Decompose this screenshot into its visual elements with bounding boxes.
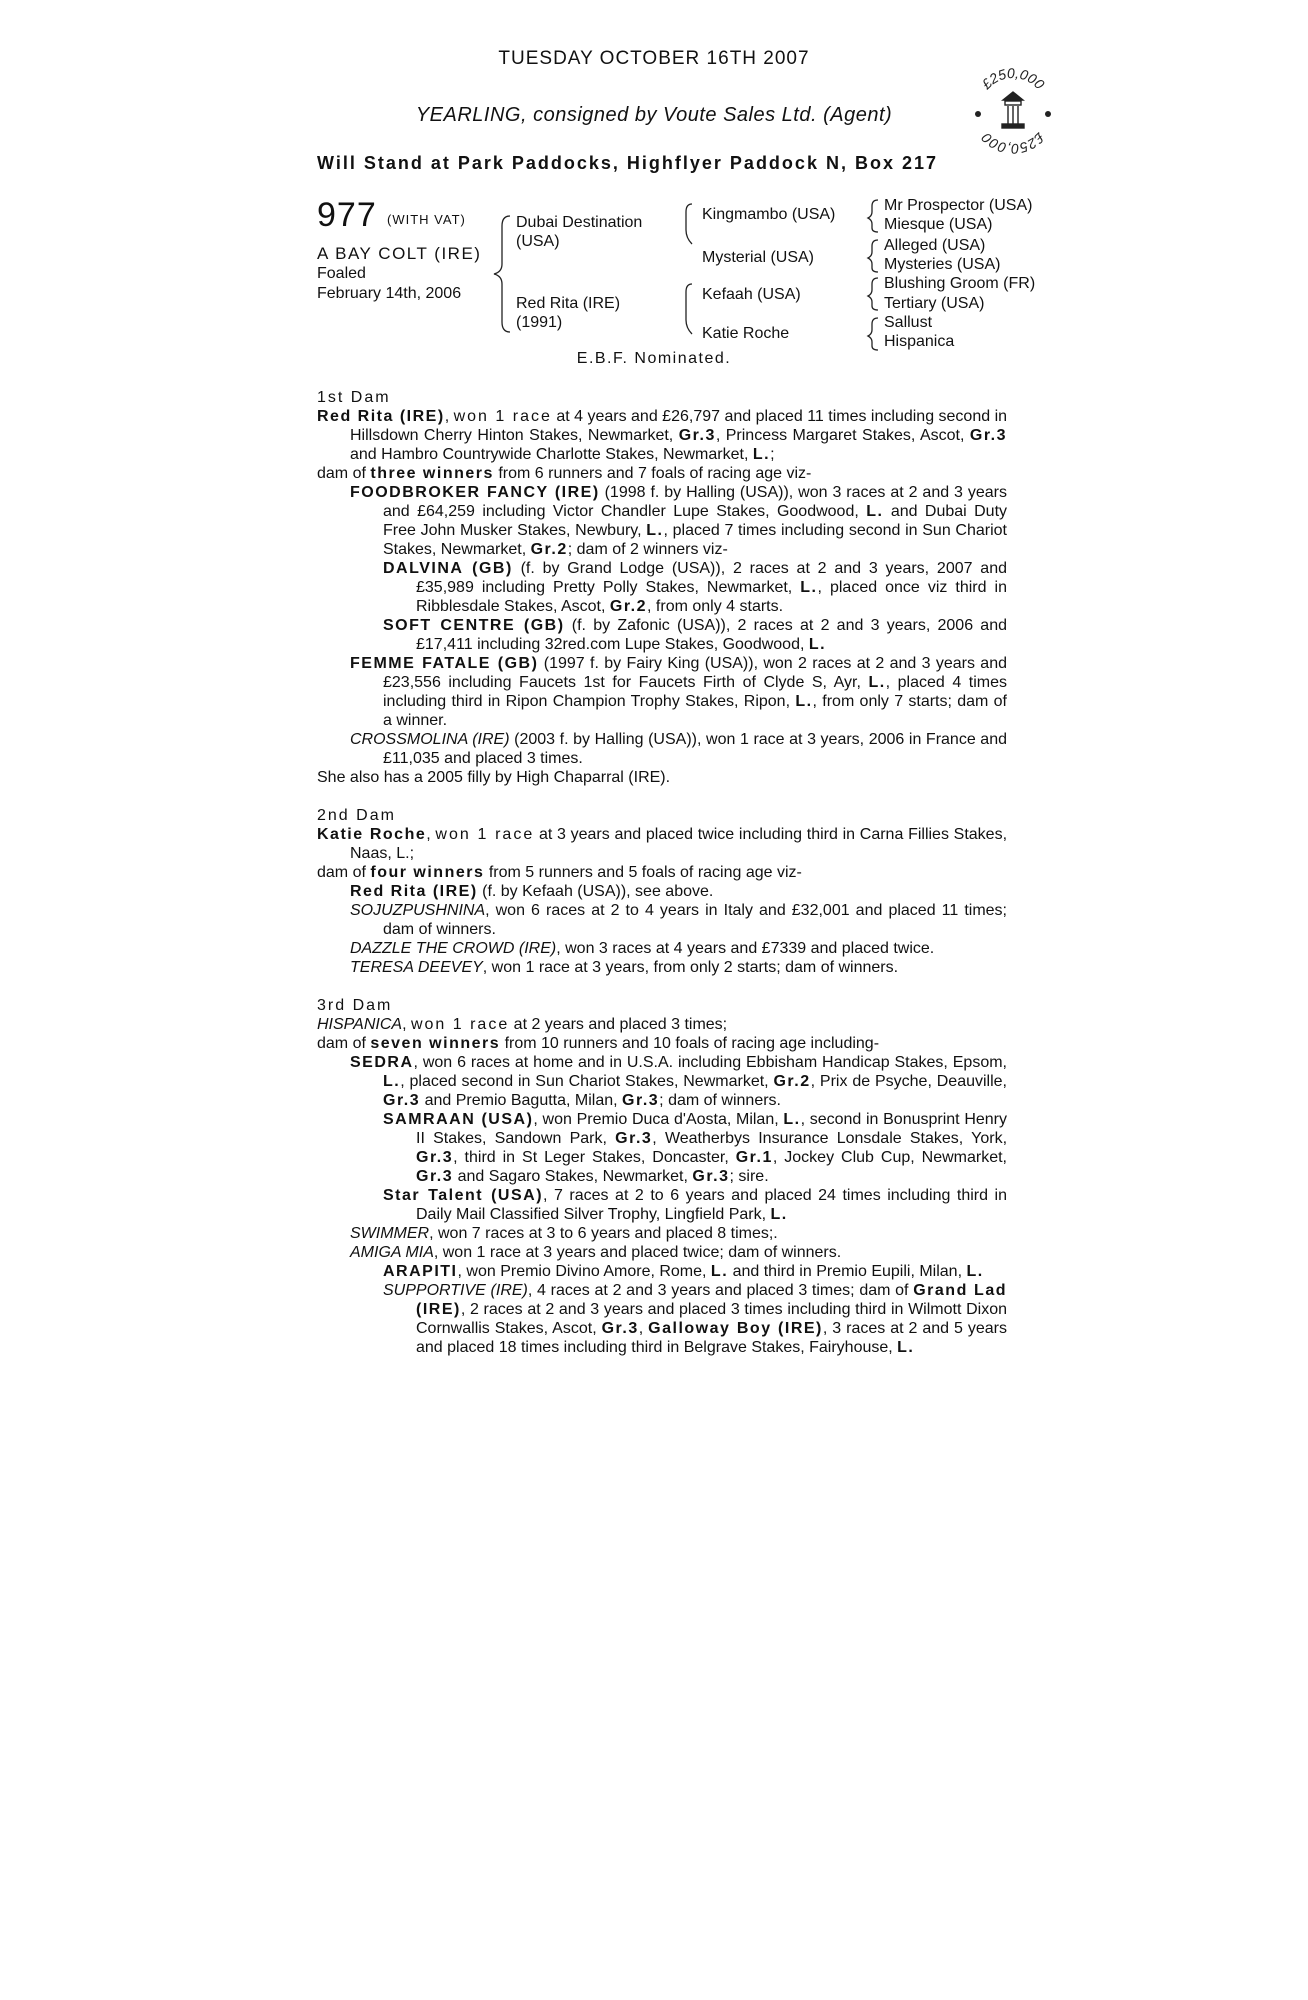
first-dam-record: Red Rita (IRE), won 1 race at 4 years and £26,797 and placed 11 times including second in Hillsdown Cherry Hinton Stakes, Newmarket, Gr.3, Princess Margaret Stakes, Ascot, Gr.3 and Hambro Countrywide Charlotte Stakes, Newmarket, L.; xyxy=(317,408,1008,463)
third-dam-foal-2: SWIMMER, won 7 races at 3 to 6 years and placed 8 times;. xyxy=(350,1225,778,1242)
ebf-nominated: E.B.F. Nominated. xyxy=(576,350,732,367)
g3-2: Miesque (USA) xyxy=(884,216,993,233)
third-dam-grandfoal-4: SUPPORTIVE (IRE), 4 races at 2 and 3 years and placed 3 times; dam of Grand Lad (IRE), 2 races at 2 and 3 years and placed 3 times including third in Wilmott Dixon Cornwallis Stakes, Ascot, Gr.3, Galloway Boy (IRE), 3 races at 2 and 5 years and placed 18 times including third in Belgrave Stakes, Fairyhouse, L. xyxy=(383,1282,1007,1356)
seal-text-top: £250,000 xyxy=(978,64,1048,93)
first-dam-foal-2: FEMME FATALE (GB) (1997 f. by Fairy King (USA)), won 2 races at 2 and 3 years and £23,556 including Faucets 1st for Faucets Firth of Clyde S, Ayr, L., placed 4 times including third in Ripon Champion Trophy Stakes, Ripon, L., from only 7 starts; dam of a winner. xyxy=(350,655,1008,729)
third-dam-heading: 3rd Dam xyxy=(317,997,393,1014)
second-dam-foal-2: SOJUZPUSHNINA, won 6 races at 2 to 4 years in Italy and £32,001 and placed 11 times; dam of winners. xyxy=(350,902,1007,938)
pedigree-dam xyxy=(516,294,620,332)
second-dam-winners: dam of four winners from 5 runners and 5 foals of racing age viz- xyxy=(317,864,802,881)
first-dam-foal-1: FOODBROKER FANCY (IRE) (1998 f. by Halling (USA)), won 3 races at 2 and 3 years and £64,259 including Victor Chandler Lupe Stakes, Goodwood, L. and Dubai Duty Free John Musker Stakes, Newbury, L., placed 7 times including second in Sun Chariot Stakes, Newmarket, Gr.2; dam of 2 winners viz- xyxy=(350,484,1008,558)
catalogue-body xyxy=(317,388,1007,1357)
first-dam-grandfoal-1: DALVINA (GB) (f. by Grand Lodge (USA)), 2 races at 2 and 3 years, 2007 and £35,989 including Pretty Polly Stakes, Newmarket, L., placed once viz third in Ribblesdale Stakes, Ascot, Gr.2, from only 4 starts. xyxy=(383,560,1008,615)
stand-location: Will Stand at Park Paddocks, Highflyer Paddock N, Box 217 xyxy=(317,153,938,173)
dam-sire: Kefaah (USA) xyxy=(702,286,801,303)
sire-origin: (USA) xyxy=(516,233,560,250)
dam-dam: Katie Roche xyxy=(702,325,790,342)
g3-3: Alleged (USA) xyxy=(884,237,986,254)
sire-name: Dubai Destination xyxy=(516,214,643,231)
sire-sire: Kingmambo (USA) xyxy=(702,206,836,223)
second-dam-heading: 2nd Dam xyxy=(317,807,396,824)
sire-dam: Mysterial (USA) xyxy=(702,249,815,266)
g3-6: Tertiary (USA) xyxy=(884,295,985,312)
foaled-label: Foaled xyxy=(317,265,366,282)
second-dam-record: Katie Roche, won 1 race at 3 years and placed twice including third in Carna Fillies Stakes, Naas, L.; xyxy=(317,826,1008,862)
foaled-date: February 14th, 2006 xyxy=(317,285,462,302)
vat-label: (WITH VAT) xyxy=(387,212,466,227)
third-dam-grandfoal-3: ARAPITI, won Premio Divino Amore, Rome, L. and third in Premio Eupili, Milan, L. xyxy=(383,1263,984,1280)
third-dam-foal-1: SEDRA, won 6 races at home and in U.S.A. including Ebbisham Handicap Stakes, Epsom, L., placed second in Sun Chariot Stakes, Newmarket, Gr.2, Prix de Psyche, Deauville, Gr.3 and Premio Bagutta, Milan, Gr.3; dam of winners. xyxy=(350,1054,1007,1109)
g3-5: Blushing Groom (FR) xyxy=(884,275,1036,292)
second-dam-foal-3: DAZZLE THE CROWD (IRE), won 3 races at 4 years and £7339 and placed twice. xyxy=(350,940,935,957)
lot-number: 977 xyxy=(317,196,377,234)
second-dam-foal-1: Red Rita (IRE) (f. by Kefaah (USA)), see above. xyxy=(350,883,714,900)
g3-1: Mr Prospector (USA) xyxy=(884,197,1033,214)
pedigree-braces xyxy=(0,0,1308,360)
third-dam-grandfoal-2: Star Talent (USA), 7 races at 2 to 6 years and placed 24 times including third in Daily Mail Classified Silver Trophy, Lingfield Park, L. xyxy=(383,1187,1007,1223)
third-dam-winners: dam of seven winners from 10 runners and 10 foals of racing age including- xyxy=(317,1035,880,1052)
pedigree-sire xyxy=(516,213,642,251)
g3-4: Mysteries (USA) xyxy=(884,256,1001,273)
seal-text-bottom: £250,000 xyxy=(978,129,1048,158)
second-dam-foal-4: TERESA DEEVEY, won 1 race at 3 years, from only 2 starts; dam of winners. xyxy=(350,959,899,976)
g3-7: Sallust xyxy=(884,314,933,331)
dam-name: Red Rita (IRE) xyxy=(516,295,621,312)
first-dam-grandfoal-2: SOFT CENTRE (GB) (f. by Zafonic (USA)), 2 races at 2 and 3 years, 2006 and £17,411 including 32red.com Lupe Stakes, Goodwood, L. xyxy=(383,617,1008,653)
first-dam-winners: dam of three winners from 6 runners and 7 foals of racing age viz- xyxy=(317,465,812,482)
first-dam-foal-3: CROSSMOLINA (IRE) (2003 f. by Halling (USA)), won 1 race at 3 years, 2006 in France and £11,035 and placed 3 times. xyxy=(350,731,1008,767)
dam-year: (1991) xyxy=(516,314,563,331)
lot-description: A BAY COLT (IRE) xyxy=(317,244,482,263)
first-dam-also: She also has a 2005 filly by High Chaparral (IRE). xyxy=(317,769,671,786)
third-dam-grandfoal-1: SAMRAAN (USA), won Premio Duca d'Aosta, Milan, L., second in Bonusprint Henry II Stakes, Sandown Park, Gr.3, Weatherbys Insurance Lonsdale Stakes, York, Gr.3, third in St Leger Stakes, Doncaster, Gr.1, Jockey Club Cup, Newmarket, Gr.3 and Sagaro Stakes, Newmarket, Gr.3; sire. xyxy=(383,1111,1008,1185)
first-dam-heading: 1st Dam xyxy=(317,389,391,406)
page-date: TUESDAY OCTOBER 16TH 2007 xyxy=(498,48,810,69)
third-dam-record: HISPANICA, won 1 race at 2 years and placed 3 times; xyxy=(317,1016,728,1033)
third-dam-foal-3: AMIGA MIA, won 1 race at 3 years and placed twice; dam of winners. xyxy=(350,1244,842,1261)
consignment-line: YEARLING, consigned by Voute Sales Ltd. (Agent) xyxy=(415,104,893,126)
g3-8: Hispanica xyxy=(884,333,955,350)
